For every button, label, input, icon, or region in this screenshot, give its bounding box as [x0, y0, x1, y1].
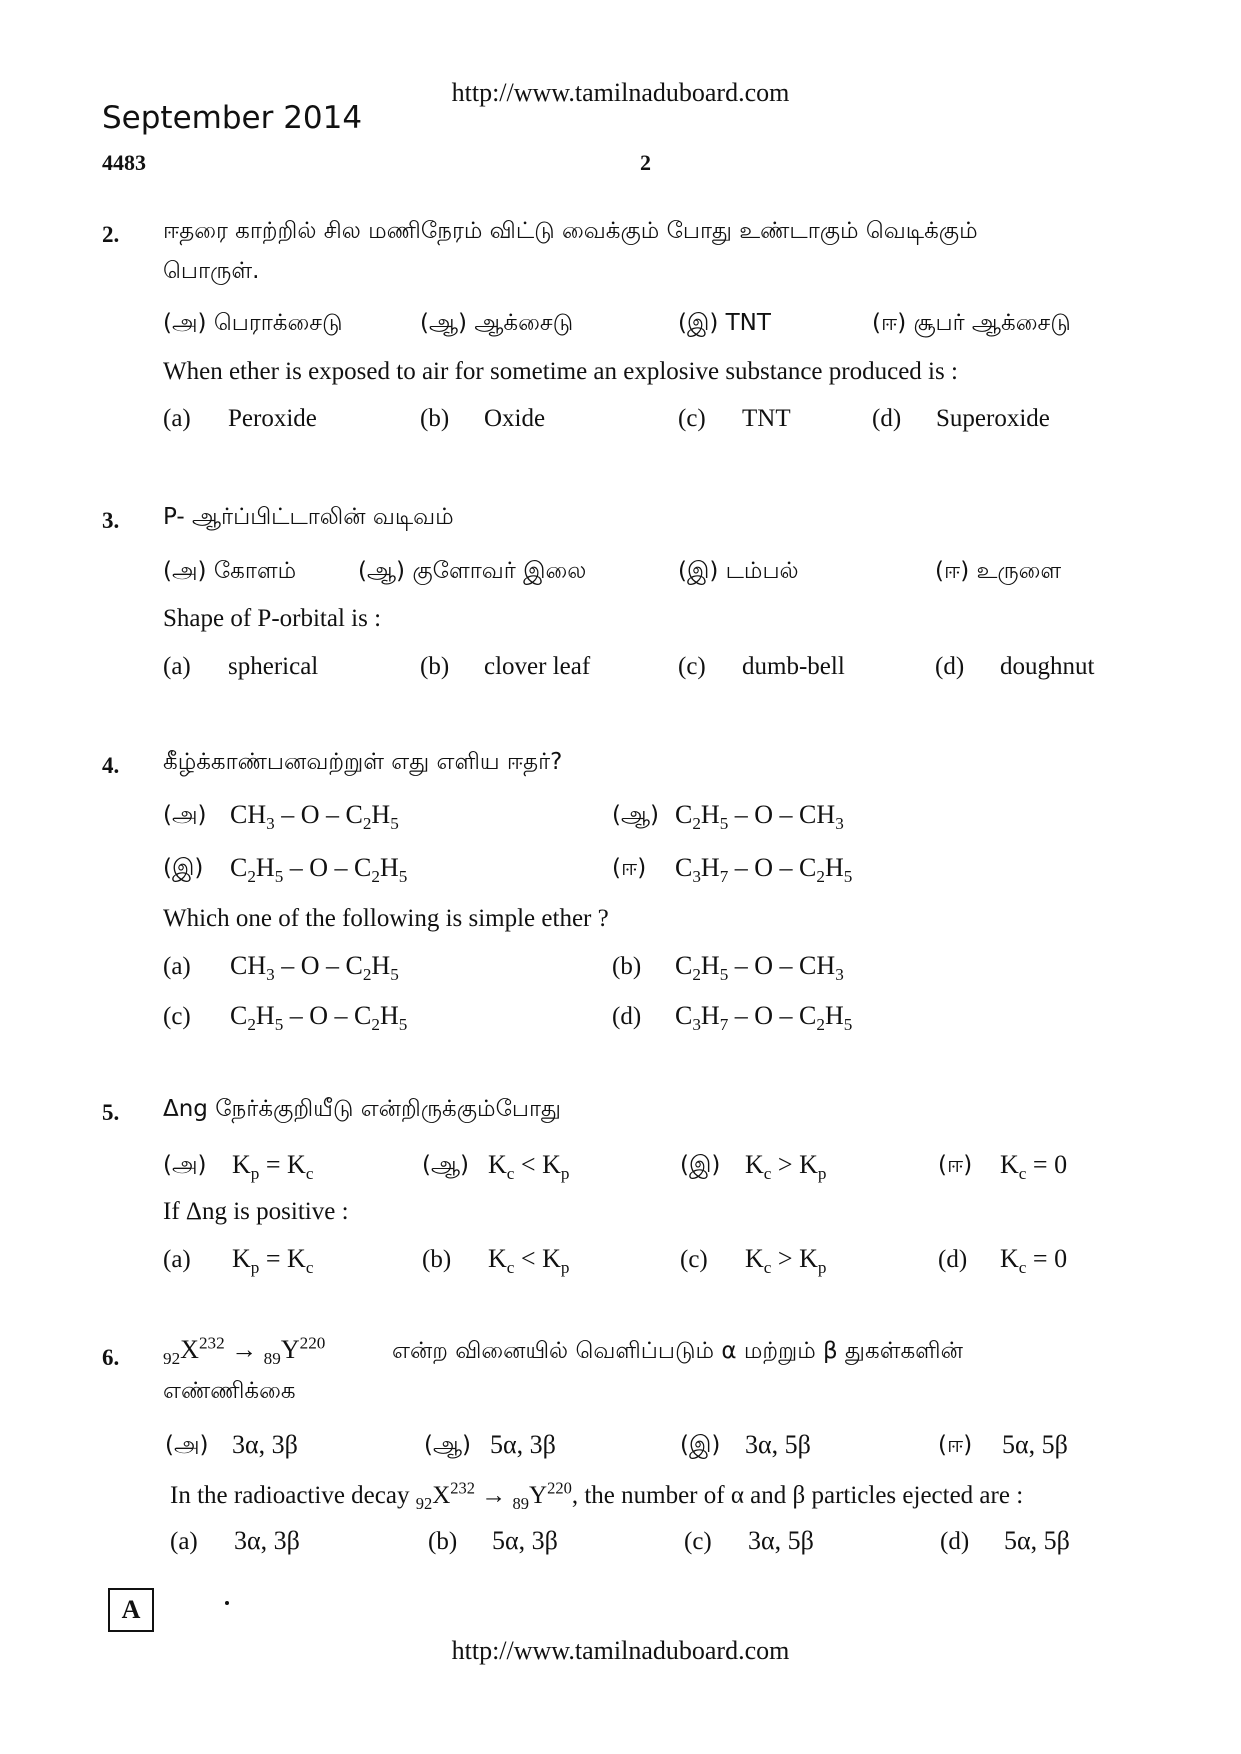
tamil-option-a: (அ) கோளம்: [163, 558, 297, 584]
formula-option-d: $K_c = 0$: [1000, 1244, 1068, 1278]
option-label-a: (a): [163, 405, 191, 432]
question-english-stem: [170, 1478, 1024, 1513]
option-label-b: (b): [420, 653, 450, 680]
tamil-option-label-d: (ஈ): [938, 1432, 973, 1458]
option-c: TNT: [742, 405, 791, 432]
formula-option-a: $K_p = K_c$: [232, 1150, 314, 1184]
option-a: spherical: [228, 653, 319, 680]
question-tamil-stem-line2: பொருள்.: [163, 258, 260, 284]
formula-option-b: $K_c < K_p$: [488, 1150, 570, 1184]
question-number: 2.: [102, 222, 120, 247]
formula-option-b: $C_2H_5$ – O – $CH_3$: [675, 951, 844, 985]
option-label-c: (c): [680, 1246, 708, 1273]
option-label-c: (c): [684, 1528, 712, 1555]
stray-dot: [225, 1601, 229, 1605]
page-number: 2: [640, 150, 651, 175]
tamil-option-c: (இ) டம்பல்: [678, 558, 799, 584]
option-a: 3α, 3β: [234, 1526, 300, 1555]
option-label-a: (a): [163, 653, 191, 680]
tamil-option-label-b: (ஆ): [422, 1152, 470, 1178]
question-english-stem: If Δng is positive :: [163, 1198, 349, 1225]
option-label-a: (a): [170, 1528, 198, 1555]
option-label-c: (c): [678, 653, 706, 680]
formula-option-c: $C_2H_5$ – O – $C_2H_5$: [230, 1001, 408, 1035]
question-tamil-stem: Δng நேர்க்குறியீடு என்றிருக்கும்போது: [163, 1096, 561, 1122]
tamil-option-label-c: (இ): [680, 1432, 721, 1458]
formula-option-a: $K_p = K_c$: [232, 1244, 314, 1278]
exam-date-title: September 2014: [102, 100, 363, 136]
question-tamil-stem: P- ஆர்ப்பிட்டாலின் வடிவம்: [163, 504, 454, 530]
question-english-stem: Which one of the following is simple ether ?: [163, 905, 609, 932]
english-stem-prefix: In the radioactive decay: [170, 1482, 410, 1509]
question-english-stem: When ether is exposed to air for sometime an explosive substance produced is :: [163, 358, 958, 385]
tamil-option-label-b: (ஆ): [612, 802, 660, 828]
question-number: 6.: [102, 1345, 120, 1370]
english-stem-suffix: , the number of α and β particles ejected are :: [571, 1482, 1024, 1509]
question-number: 5.: [102, 1100, 120, 1125]
paper-code: 4483: [102, 150, 146, 175]
tamil-option-d: 5α, 5β: [1002, 1430, 1068, 1459]
question-number: 4.: [102, 753, 120, 778]
question-english-stem: Shape of P-orbital is :: [163, 605, 382, 632]
option-b: 5α, 3β: [492, 1526, 558, 1555]
formula-option-a: $CH_3$ – O – $C_2H_5$: [230, 800, 399, 834]
tamil-option-label-a: (அ): [163, 1152, 207, 1178]
option-c: dumb-bell: [742, 653, 845, 680]
option-d: doughnut: [1000, 653, 1095, 680]
option-label-d: (d): [872, 405, 902, 432]
tamil-option-label-d: (ஈ): [612, 855, 647, 881]
formula-option-d: $C_3H_7$ – O – $C_2H_5$: [675, 853, 853, 887]
option-label-d: (d): [938, 1246, 968, 1273]
option-b: Oxide: [484, 405, 546, 432]
option-label-d: (d): [940, 1528, 970, 1555]
option-label-d: (d): [935, 653, 965, 680]
question-tamil-stem: என்ற வினையில் வெளிப்படும் α மற்றும் β துகள்களின்: [392, 1338, 963, 1364]
option-label-a: (a): [163, 1246, 191, 1273]
formula-option-b: $K_c < K_p$: [488, 1244, 570, 1278]
formula-option-a: $CH_3$ – O – $C_2H_5$: [230, 951, 399, 985]
option-label-c: (c): [678, 405, 706, 432]
option-label-b: (b): [422, 1246, 452, 1273]
tamil-option-label-c: (இ): [680, 1152, 721, 1178]
tamil-option-d: (ஈ) உருளை: [935, 558, 1062, 584]
option-label-c: (c): [163, 1003, 191, 1030]
formula-option-c: $K_c > K_p$: [745, 1244, 827, 1278]
tamil-option-label-c: (இ): [163, 855, 204, 881]
formula-option-b: $C_2H_5$ – O – $CH_3$: [675, 800, 844, 834]
option-label-a: (a): [163, 953, 191, 980]
formula-option-d: $C_3H_7$ – O – $C_2H_5$: [675, 1001, 853, 1035]
tamil-option-label-a: (அ): [165, 1432, 209, 1458]
paper-series-box: A: [108, 1588, 154, 1632]
option-d: 5α, 5β: [1004, 1526, 1070, 1555]
decay-equation: $_{92}X^{232} \to _{89}Y^{220}$: [163, 1333, 326, 1369]
url-top[interactable]: http://www.tamilnaduboard.com: [451, 78, 790, 107]
option-label-b: (b): [420, 405, 450, 432]
tamil-option-label-d: (ஈ): [938, 1152, 973, 1178]
tamil-option-b: (ஆ) குளோவர் இலை: [358, 558, 587, 584]
formula-option-d: $K_c = 0$: [1000, 1150, 1068, 1184]
tamil-option-d: (ஈ) சூபர் ஆக்சைடு: [872, 310, 1071, 336]
tamil-option-a: 3α, 3β: [232, 1430, 298, 1459]
option-label-b: (b): [428, 1528, 458, 1555]
option-d: Superoxide: [936, 405, 1050, 432]
formula-option-c: $K_c > K_p$: [745, 1150, 827, 1184]
option-c: 3α, 5β: [748, 1526, 814, 1555]
option-a: Peroxide: [228, 405, 317, 432]
decay-equation: $_{92}X^{232} \to _{89}Y^{220}$: [415, 1478, 572, 1513]
question-tamil-stem: கீழ்க்காண்பனவற்றுள் எது எளிய ஈதர்?: [163, 749, 563, 775]
tamil-option-c: 3α, 5β: [745, 1430, 811, 1459]
tamil-option-b: (ஆ) ஆக்சைடு: [420, 310, 574, 336]
formula-option-c: $C_2H_5$ – O – $C_2H_5$: [230, 853, 408, 887]
option-b: clover leaf: [484, 653, 591, 680]
tamil-option-label-b: (ஆ): [424, 1432, 472, 1458]
question-number: 3.: [102, 508, 120, 533]
tamil-option-label-a: (அ): [163, 802, 207, 828]
question-tamil-stem: ஈதரை காற்றில் சில மணிநேரம் விட்டு வைக்கும் போது உண்டாகும் வெடிக்கும்: [163, 218, 978, 244]
question-tamil-stem-line2: எண்ணிக்கை: [163, 1378, 296, 1404]
tamil-option-a: (அ) பெராக்சைடு: [163, 310, 343, 336]
tamil-option-c: (இ) TNT: [678, 310, 771, 336]
option-label-d: (d): [612, 1003, 642, 1030]
tamil-option-b: 5α, 3β: [490, 1430, 556, 1459]
option-label-b: (b): [612, 953, 642, 980]
url-bottom[interactable]: http://www.tamilnaduboard.com: [451, 1636, 790, 1665]
